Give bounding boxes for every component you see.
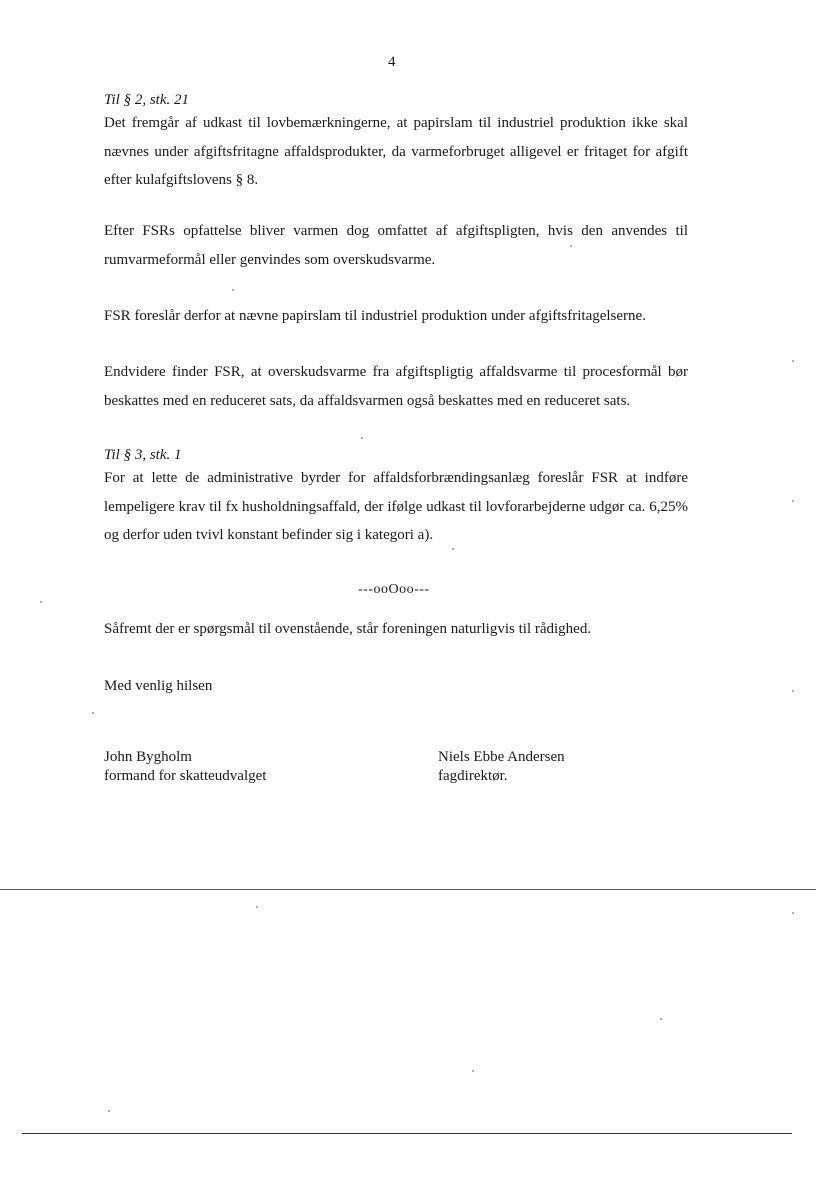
scan-speck — [92, 712, 94, 714]
scan-speck — [452, 548, 454, 550]
scan-speck — [792, 912, 794, 914]
scan-speck — [660, 1018, 662, 1020]
scan-speck — [792, 360, 794, 362]
paragraph-fsr-opfattelse: Efter FSRs opfattelse bliver varmen dog omfattet af afgiftspligten, hvis den anvendes til rumvarmeformål eller genvindes som overskudsvarme. — [104, 223, 688, 268]
signatory-name: John Bygholm — [104, 749, 192, 765]
page-number: 4 — [388, 54, 396, 70]
scan-speck — [792, 690, 794, 692]
signatory-name: Niels Ebbe Andersen — [438, 749, 565, 765]
paragraph-administrative-byrder: For at lette de administrative byrder for affaldsforbrændingsanlæg foreslår FSR at indføre lempeligere krav til fx husholdningsaffald, der ifølge udkast til lovforarbejderne udgør ca. 6,25% og derfor uden tvivl konstant befinder sig i kategori a). — [104, 470, 688, 543]
section-heading-2: Til § 3, stk. 1 — [104, 447, 182, 463]
paragraph-overskudsvarme: Endvidere finder FSR, at overskudsvarme fra afgiftspligtig affaldsvarme til procesformål bør beskattes med en reduceret sats, da affaldsvarmen også beskattes med en reduceret sats. — [104, 364, 688, 409]
signatory-1 — [104, 748, 266, 786]
scan-speck — [256, 906, 258, 908]
paragraph-papirslam: Det fremgår af udkast til lovbemærkningerne, at papirslam til industriel produktion ikke skal nævnes under afgiftsfritagne affaldsprodukter, da varmeforbruget alligevel er fritaget for afgift efter kulafgiftslovens § 8. — [104, 115, 688, 188]
scan-speck — [232, 289, 234, 291]
scan-speck — [40, 601, 42, 603]
signatory-title: formand for skatteudvalget — [104, 768, 267, 784]
greeting: Med venlig hilsen — [104, 678, 213, 694]
closing-question: Såfremt der er spørgsmål til ovenstående, står foreningen naturligvis til rådighed. — [104, 621, 592, 637]
scan-speck — [792, 500, 794, 502]
bottom-rule — [22, 1133, 792, 1134]
separator-ornament: ---ooOoo--- — [358, 582, 430, 597]
signatory-2 — [438, 748, 565, 786]
scan-speck — [108, 1110, 110, 1112]
scan-speck — [570, 245, 572, 247]
signatory-title: fagdirektør. — [438, 768, 508, 784]
scan-speck — [361, 437, 363, 439]
section-heading-1: Til § 2, stk. 21 — [104, 92, 190, 108]
scan-speck — [472, 1070, 474, 1072]
fold-line — [0, 889, 816, 890]
paragraph-fsr-forslag: FSR foreslår derfor at nævne papirslam til industriel produktion under afgiftsfritagelserne. — [104, 308, 646, 324]
